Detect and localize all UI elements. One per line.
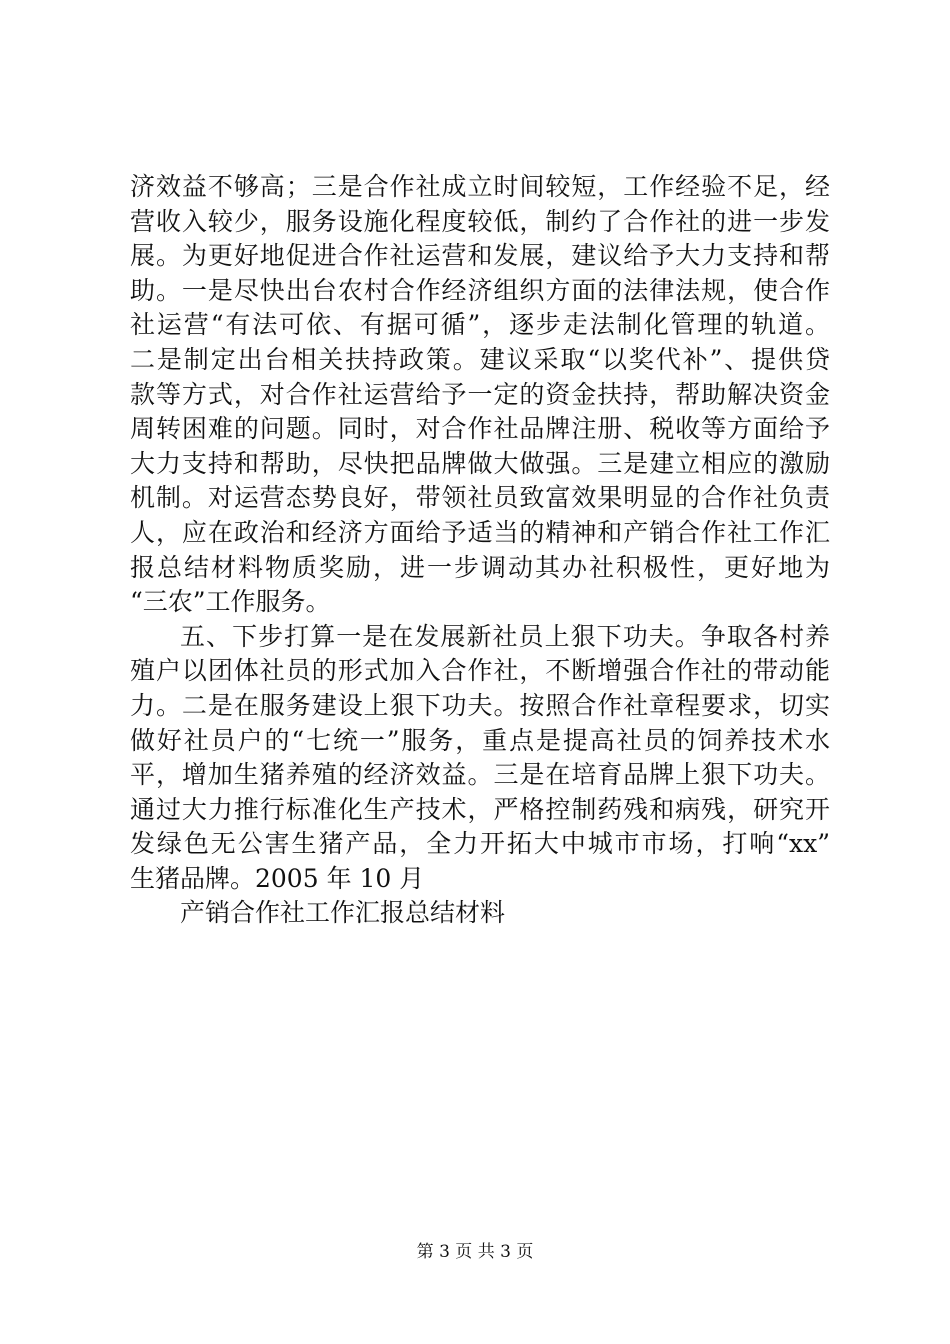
- text-line: 机制。对运营态势良好，带领社员致富效果明显的合作社负责: [130, 483, 830, 513]
- text-line: 营收入较少，服务设施化程度较低，制约了合作社的进一步发: [130, 206, 830, 236]
- text-line: 五、下步打算一是在发展新社员上狠下功夫。争取各村养: [180, 621, 830, 651]
- text-line: 社运营“有法可依、有据可循”，逐步走法制化管理的轨道。: [130, 310, 830, 340]
- text-line: 大力支持和帮助，尽快把品牌做大做强。三是建立相应的激励: [130, 448, 830, 478]
- text-line: 发绿色无公害生猪产品，全力开拓大中城市市场，打响“xx”: [130, 829, 830, 859]
- text-line: 展。为更好地促进合作社运营和发展，建议给予大力支持和帮: [130, 241, 830, 271]
- page-footer: [0, 1240, 950, 1264]
- text-line: 助。一是尽快出台农村合作经济组织方面的法律法规，使合作: [130, 275, 830, 305]
- text-line: 人，应在政治和经济方面给予适当的精神和产销合作社工作汇: [130, 517, 830, 547]
- text-line: 报总结材料物质奖励，进一步调动其办社积极性，更好地为: [130, 552, 830, 582]
- page-number: 第 3 页 共 3 页: [416, 1242, 534, 1262]
- text-line: 周转困难的问题。同时，对合作社品牌注册、税收等方面给予: [130, 414, 830, 444]
- text-line: 平，增加生猪养殖的经济效益。三是在培育品牌上狠下功夫。: [130, 760, 830, 790]
- text-line: 做好社员户的“七统一”服务，重点是提高社员的饲养技术水: [130, 725, 830, 755]
- text-line: 力。二是在服务建设上狠下功夫。按照合作社章程要求，切实: [130, 690, 830, 720]
- text-line: 产销合作社工作汇报总结材料: [180, 898, 506, 928]
- text-line: 殖户以团体社员的形式加入合作社，不断增强合作社的带动能: [130, 656, 830, 686]
- text-line: 生猪品牌。2005 年 10 月: [130, 863, 425, 893]
- body-text: [130, 170, 830, 931]
- text-line: 款等方式，对合作社运营给予一定的资金扶持，帮助解决资金: [130, 379, 830, 409]
- text-line: 二是制定出台相关扶持政策。建议采取“以奖代补”、提供贷: [130, 344, 830, 374]
- text-line: 通过大力推行标准化生产技术，严格控制药残和病残，研究开: [130, 794, 830, 824]
- text-line: 济效益不够高；三是合作社成立时间较短，工作经验不足，经: [130, 172, 830, 201]
- text-line: “三农”工作服务。: [130, 587, 331, 617]
